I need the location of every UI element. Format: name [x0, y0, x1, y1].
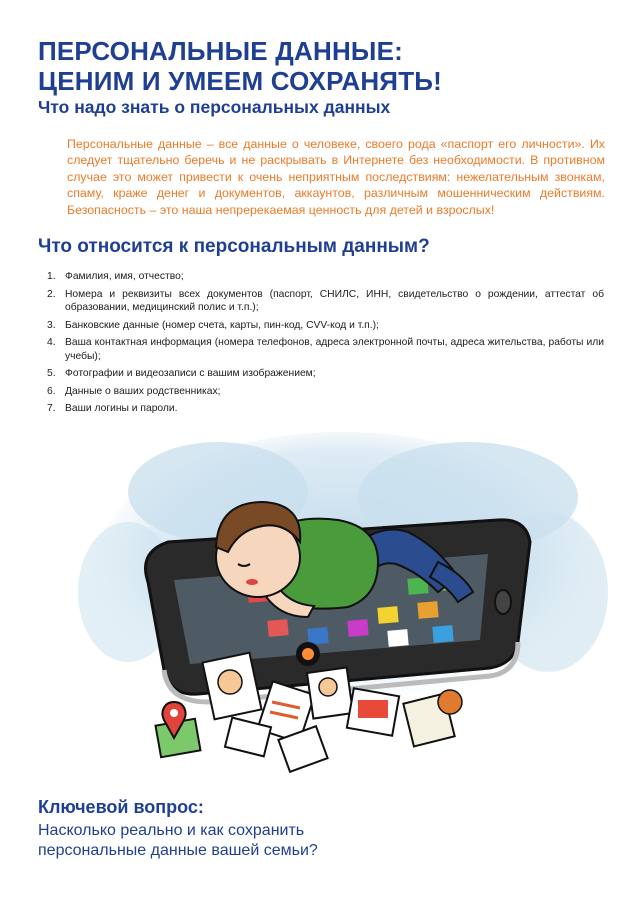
intro-paragraph: Персональные данные – все данные о человеке, своего рода «паспорт его личности». Их следует тщательно беречь и не раскрывать в Интернете без необходимости. В противном случае это может привести к очень неприятным последствиям: нежелательным звонкам, спаму, краже денег и документов, аккаунтов, различным мошенническим действиям. Безопасность – это наша непререкаемая ценность для детей и взрослых!: [67, 137, 605, 217]
list-item-text: Ваша контактная информация (номера телефонов, адреса электронной почты, адреса жительства, работы или учебы);: [65, 337, 604, 362]
page-subtitle: Что надо знать о персональных данных: [38, 97, 391, 117]
key-question-line-2: персональные данные вашей семьи?: [38, 841, 318, 859]
list-item-number: 6.: [47, 385, 56, 397]
list-item: [38, 270, 604, 283]
list-item-text: Ваши логины и пароли.: [65, 403, 178, 415]
list-item-text: Данные о ваших родственниках;: [65, 385, 221, 397]
list-item: [38, 319, 604, 332]
list-item-number: 7.: [47, 403, 56, 415]
list-item: [38, 336, 604, 363]
list-item-text: Фамилия, имя, отчество;: [65, 271, 184, 282]
list-item: [38, 367, 604, 380]
section-title: Что относится к персональным данным?: [38, 236, 430, 257]
list-item-text: Банковские данные (номер счета, карты, пин-код, CVV-код и т.п.);: [65, 319, 379, 331]
page-title: [38, 36, 618, 96]
list-item: [38, 385, 604, 398]
key-question-title: Ключевой вопрос:: [38, 797, 204, 817]
list-item-number: 2.: [47, 288, 56, 300]
list-item-number: 4.: [47, 337, 56, 349]
personal-data-list: [38, 270, 604, 420]
list-item-number: 5.: [47, 368, 56, 380]
list-item: [38, 288, 604, 315]
list-item-number: 3.: [47, 319, 56, 331]
page-title-line-2: ЦЕНИМ И УМЕЕМ СОХРАНЯТЬ!: [38, 66, 443, 96]
location-pin-icon: [156, 702, 201, 757]
list-item-text: Номера и реквизиты всех документов (паспорт, СНИЛС, ИНН, свидетельство о рождении, аттестат об образовании, медицинский полис и т.п.);: [65, 288, 604, 313]
page-title-line-1: ПЕРСОНАЛЬНЫЕ ДАННЫЕ:: [38, 36, 403, 66]
list-item-text: Фотографии и видеозаписи с вашим изображением;: [65, 368, 316, 380]
phone-illustration: [78, 402, 618, 782]
key-question-line-1: Насколько реально и как сохранить: [38, 822, 305, 839]
key-question-text: [38, 821, 458, 860]
list-item-number: 1.: [47, 271, 56, 282]
